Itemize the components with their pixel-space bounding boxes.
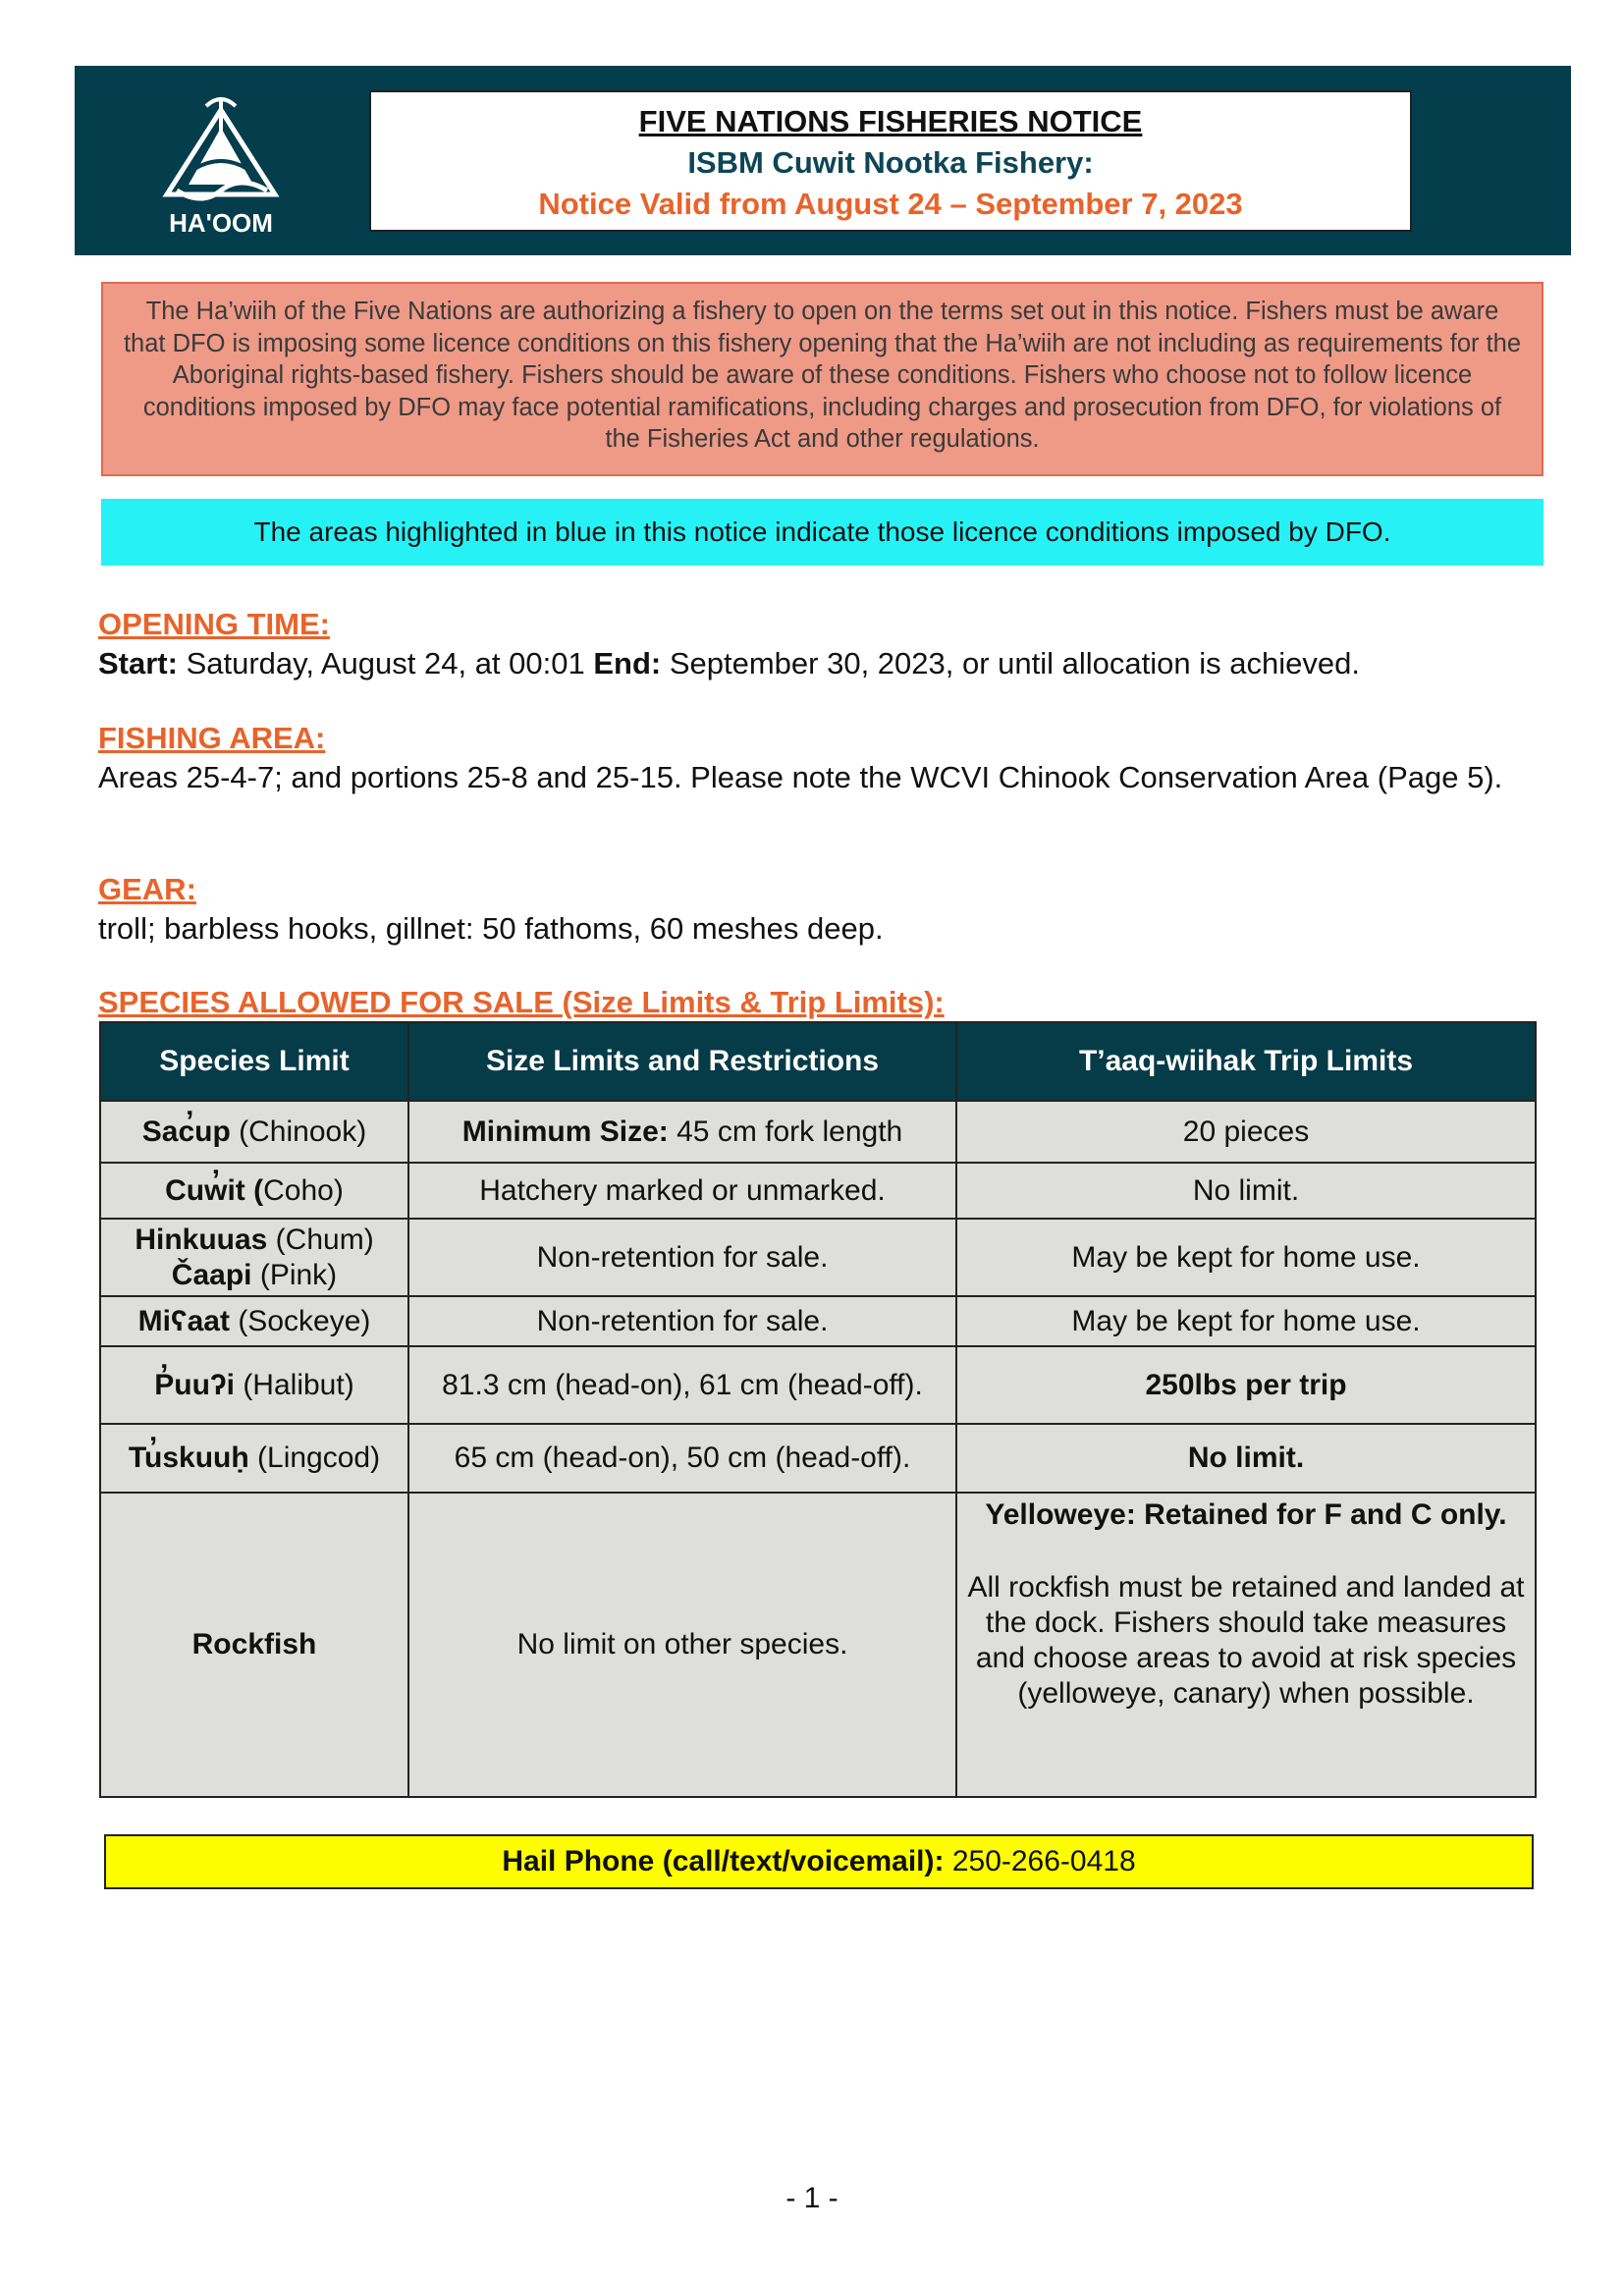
hail-label: Hail Phone (call/text/voicemail): bbox=[502, 1845, 945, 1877]
end-value: September 30, 2023, or until allocation is achieved. bbox=[661, 646, 1360, 680]
species-cell bbox=[100, 1296, 408, 1346]
size-cell: Non-retention for sale. bbox=[408, 1219, 956, 1296]
svg-text:HA'OOM: HA'OOM bbox=[169, 208, 273, 236]
notice-title-box bbox=[369, 90, 1412, 232]
species-cell bbox=[100, 1219, 408, 1296]
table-row bbox=[100, 1219, 1536, 1296]
species-english-name: (Chinook) bbox=[230, 1115, 367, 1148]
yelloweye-rule: Yelloweye: Retained for F and C only. bbox=[985, 1498, 1507, 1531]
haoom-logo-icon bbox=[147, 88, 295, 236]
trip-cell: No limit. bbox=[956, 1163, 1536, 1219]
species-native-name: Miʕaat bbox=[137, 1304, 230, 1337]
species-table bbox=[99, 1021, 1537, 1798]
opening-time-heading: OPENING TIME: bbox=[98, 607, 330, 641]
species-native-name: Čaapi bbox=[171, 1258, 252, 1291]
size-cell: No limit on other species. bbox=[408, 1493, 956, 1797]
hail-phone-number[interactable]: 250-266-0418 bbox=[944, 1845, 1136, 1877]
species-native-name: P̓uuʔi bbox=[154, 1368, 235, 1401]
species-english-name: Coho) bbox=[263, 1173, 344, 1207]
size-value: 45 cm fork length bbox=[668, 1115, 903, 1148]
fishing-area-text: Areas 25-4-7; and portions 25-8 and 25-15. Please note the WCVI Chinook Conservation Area (Page 5). bbox=[98, 760, 1503, 794]
end-label: End: bbox=[593, 646, 662, 680]
species-english-name: (Halibut) bbox=[234, 1368, 354, 1401]
notice-title: FIVE NATIONS FISHERIES NOTICE bbox=[638, 104, 1143, 138]
page-number: - 1 - bbox=[785, 2182, 839, 2214]
table-row bbox=[100, 1163, 1536, 1219]
trip-cell: 250lbs per trip bbox=[956, 1346, 1536, 1424]
rockfish-rule: All rockfish must be retained and landed at the dock. Fishers should take measures and choose areas to avoid at risk species (yelloweye, canary) when possible. bbox=[967, 1571, 1525, 1710]
table-header-row bbox=[100, 1022, 1536, 1101]
species-heading: SPECIES ALLOWED FOR SALE (Size Limits & Trip Limits): bbox=[98, 985, 945, 1019]
species-cell bbox=[100, 1101, 408, 1163]
species-native-name: Sac̓up bbox=[141, 1115, 231, 1148]
col-trip-limits: T’aaq-wiihak Trip Limits bbox=[956, 1022, 1536, 1101]
species-cell bbox=[100, 1424, 408, 1493]
table-row bbox=[100, 1424, 1536, 1493]
gear-text: troll; barbless hooks, gillnet: 50 fathoms, 60 meshes deep. bbox=[98, 911, 884, 946]
size-cell: Hatchery marked or unmarked. bbox=[408, 1163, 956, 1219]
trip-cell bbox=[956, 1493, 1536, 1797]
size-cell bbox=[408, 1101, 956, 1163]
trip-cell: No limit. bbox=[956, 1424, 1536, 1493]
size-cell: 81.3 cm (head-on), 61 cm (head-off). bbox=[408, 1346, 956, 1424]
table-row bbox=[100, 1101, 1536, 1163]
species-native-name: Hinkuuas bbox=[135, 1223, 268, 1256]
size-cell: 65 cm (head-on), 50 cm (head-off). bbox=[408, 1424, 956, 1493]
trip-cell: May be kept for home use. bbox=[956, 1296, 1536, 1346]
fishery-name: ISBM Cuwit Nootka Fishery: bbox=[687, 145, 1094, 180]
gear-heading: GEAR: bbox=[98, 872, 196, 906]
col-size-limits: Size Limits and Restrictions bbox=[408, 1022, 956, 1101]
size-label: Minimum Size: bbox=[461, 1115, 669, 1148]
table-row bbox=[100, 1296, 1536, 1346]
start-value: Saturday, August 24, at 00:01 bbox=[177, 646, 594, 680]
validity-dates: Notice Valid from August 24 – September 7, 2023 bbox=[538, 187, 1243, 221]
species-cell: Rockfish bbox=[100, 1493, 408, 1797]
start-label: Start: bbox=[98, 646, 178, 680]
species-english-name: (Lingcod) bbox=[248, 1442, 381, 1474]
dfo-highlight-notice: The areas highlighted in blue in this notice indicate those licence conditions imposed by DFO. bbox=[101, 499, 1543, 566]
col-species-limit: Species Limit bbox=[100, 1022, 408, 1101]
hail-phone-box bbox=[104, 1834, 1534, 1889]
authorization-warning: The Ha’wiih of the Five Nations are authorizing a fishery to open on the terms set out in this notice. Fishers must be aware that DFO is imposing some licence conditions on this fishery opening that the Ha’wiih are not including as requirements for the Aboriginal rights-based fishery. Fishers should be aware of these conditions. Fishers who choose not to follow licence conditions imposed by DFO may face potential ramifications, including charges and prosecution from DFO, for violations of the Fisheries Act and other regulations. bbox=[101, 282, 1543, 476]
trip-cell: 20 pieces bbox=[956, 1101, 1536, 1163]
table-row bbox=[100, 1493, 1536, 1797]
opening-time-text bbox=[98, 644, 1551, 682]
species-english-name: (Sockeye) bbox=[229, 1304, 371, 1337]
species-native-name: Cuw̓it ( bbox=[165, 1173, 264, 1207]
species-cell bbox=[100, 1346, 408, 1424]
fishing-area-heading: FISHING AREA: bbox=[98, 721, 326, 755]
species-english-name: (Chum) bbox=[267, 1223, 374, 1256]
table-row bbox=[100, 1346, 1536, 1424]
trip-cell: May be kept for home use. bbox=[956, 1219, 1536, 1296]
species-native-name: Tu̓skuuḥ bbox=[128, 1442, 249, 1474]
species-cell bbox=[100, 1163, 408, 1219]
size-cell: Non-retention for sale. bbox=[408, 1296, 956, 1346]
species-english-name: (Pink) bbox=[251, 1258, 338, 1291]
